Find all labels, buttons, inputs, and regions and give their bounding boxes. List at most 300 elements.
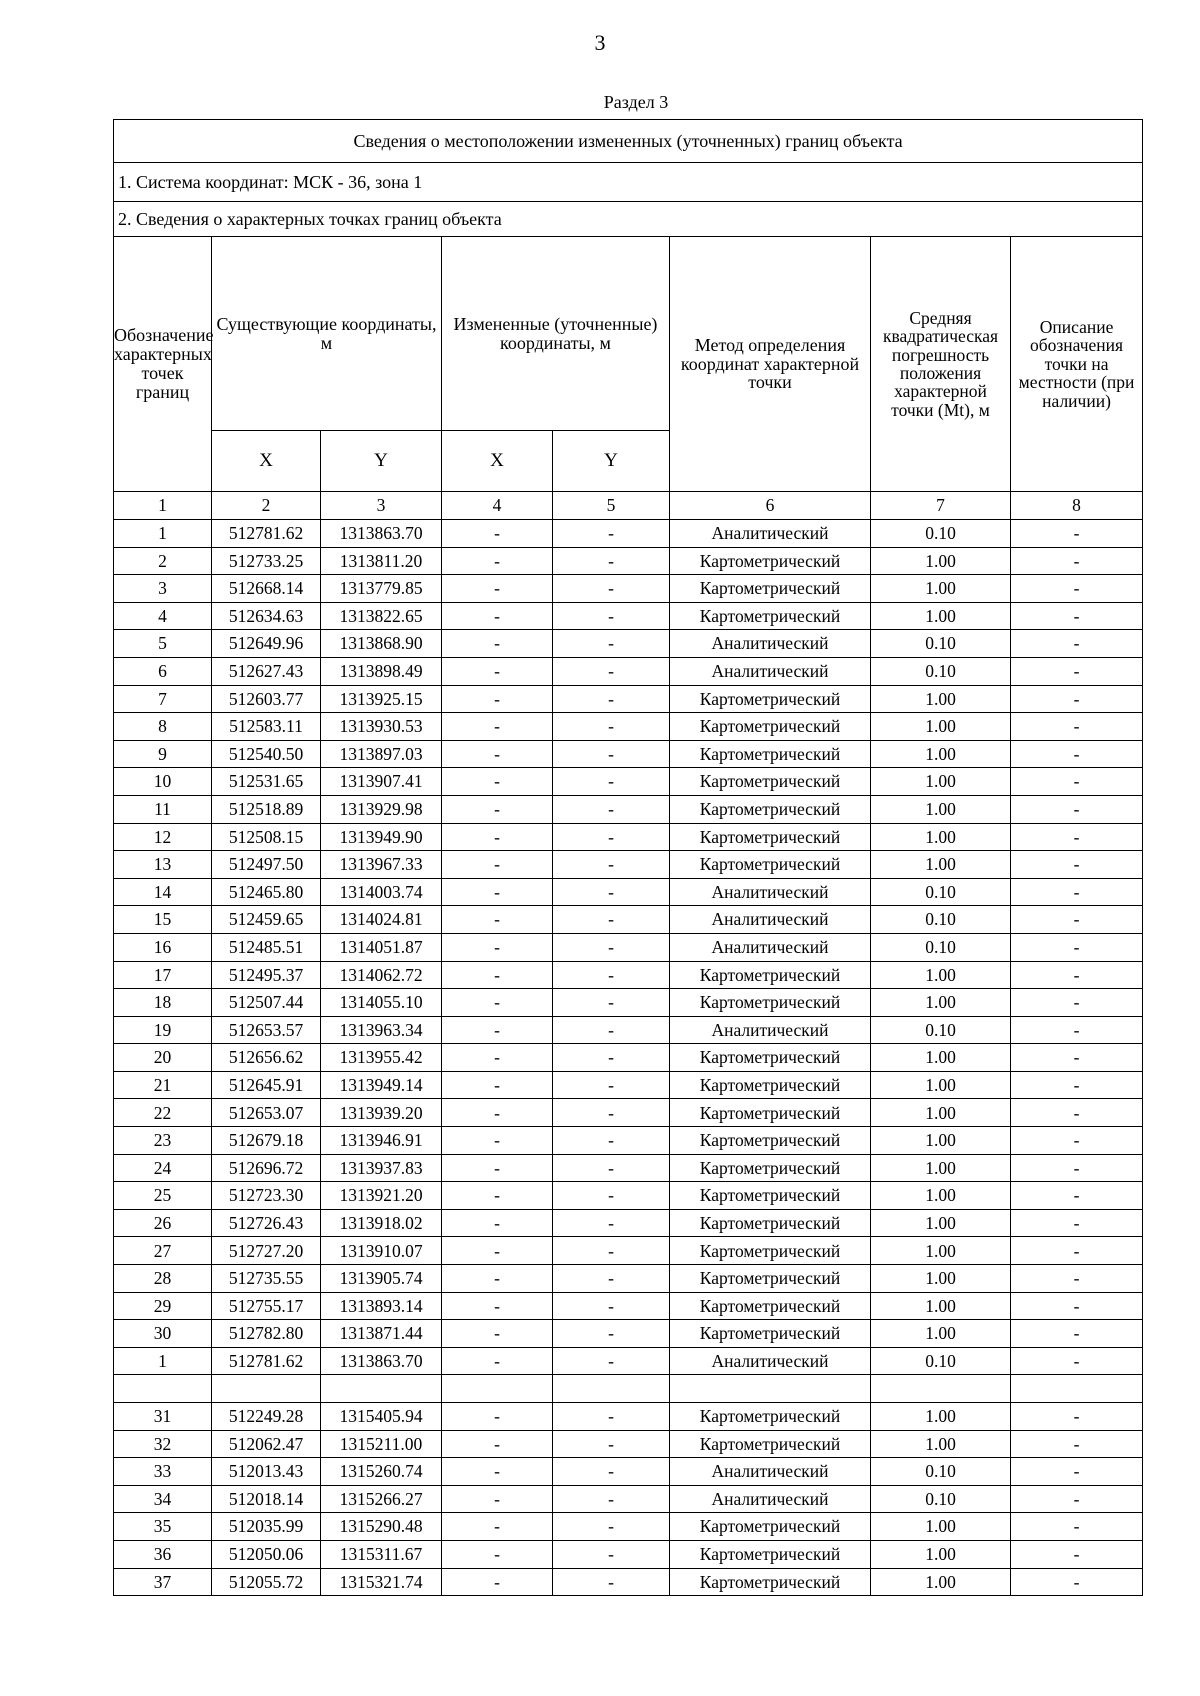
column-number: 3 <box>321 492 442 520</box>
existing-y-cell: 1314055.10 <box>321 989 442 1017</box>
changed-y-cell: - <box>553 1347 670 1375</box>
error-cell: 1.00 <box>871 1071 1011 1099</box>
changed-x-cell: - <box>442 1099 553 1127</box>
existing-x-cell: 512459.65 <box>212 906 321 934</box>
existing-y-cell: 1313921.20 <box>321 1182 442 1210</box>
description-cell: - <box>1011 602 1143 630</box>
description-cell: - <box>1011 1320 1143 1348</box>
existing-x-cell: 512050.06 <box>212 1540 321 1568</box>
existing-y-cell: 1315311.67 <box>321 1540 442 1568</box>
changed-x-cell: - <box>442 657 553 685</box>
existing-x-cell: 512508.15 <box>212 823 321 851</box>
changed-y-cell: - <box>553 989 670 1017</box>
error-cell: 1.00 <box>871 1540 1011 1568</box>
changed-x-cell: - <box>442 823 553 851</box>
existing-y-cell: 1313779.85 <box>321 575 442 603</box>
changed-y-cell: - <box>553 1430 670 1458</box>
description-cell: - <box>1011 961 1143 989</box>
changed-y-cell: - <box>553 602 670 630</box>
method-cell: Картометрический <box>670 851 871 879</box>
error-cell: 0.10 <box>871 906 1011 934</box>
changed-x-cell: - <box>442 1044 553 1072</box>
description-cell: - <box>1011 1237 1143 1265</box>
method-cell: Картометрический <box>670 1320 871 1348</box>
error-cell: 1.00 <box>871 685 1011 713</box>
existing-x-cell: 512507.44 <box>212 989 321 1017</box>
point-id-cell: 7 <box>114 685 212 713</box>
description-cell: - <box>1011 878 1143 906</box>
changed-x-cell: - <box>442 768 553 796</box>
description-cell: - <box>1011 1044 1143 1072</box>
point-id-cell: 20 <box>114 1044 212 1072</box>
method-cell: Аналитический <box>670 657 871 685</box>
changed-y-cell: - <box>553 630 670 658</box>
table-row <box>114 1458 1143 1486</box>
point-id-cell: 25 <box>114 1182 212 1210</box>
existing-x-cell: 512531.65 <box>212 768 321 796</box>
changed-x-cell: - <box>442 1540 553 1568</box>
error-cell: 1.00 <box>871 823 1011 851</box>
existing-y-cell: 1314003.74 <box>321 878 442 906</box>
changed-y-cell: - <box>553 1044 670 1072</box>
existing-y-cell: 1315290.48 <box>321 1513 442 1541</box>
point-id-cell: 37 <box>114 1568 212 1596</box>
changed-x-cell: - <box>442 1292 553 1320</box>
coord-system: 1. Система координат: МСК - 36, зона 1 <box>114 163 1143 202</box>
method-cell: Аналитический <box>670 520 871 548</box>
existing-y-cell: 1313863.70 <box>321 1347 442 1375</box>
method-cell: Картометрический <box>670 1154 871 1182</box>
method-cell: Картометрический <box>670 1430 871 1458</box>
existing-y-cell: 1313822.65 <box>321 602 442 630</box>
point-id-cell: 21 <box>114 1071 212 1099</box>
existing-y-cell: 1313925.15 <box>321 685 442 713</box>
method-cell: Аналитический <box>670 933 871 961</box>
description-cell: - <box>1011 933 1143 961</box>
error-cell: 1.00 <box>871 740 1011 768</box>
method-cell: Аналитический <box>670 1458 871 1486</box>
error-cell: 1.00 <box>871 1568 1011 1596</box>
changed-x-cell: - <box>442 1127 553 1155</box>
method-cell: Картометрический <box>670 575 871 603</box>
point-id-cell: 29 <box>114 1292 212 1320</box>
error-cell: 0.10 <box>871 1347 1011 1375</box>
table-row <box>114 1513 1143 1541</box>
changed-y-cell: - <box>553 657 670 685</box>
changed-x-cell: - <box>442 1568 553 1596</box>
existing-y-cell: 1313897.03 <box>321 740 442 768</box>
point-id-cell: 18 <box>114 989 212 1017</box>
existing-x-cell: 512603.77 <box>212 685 321 713</box>
error-cell: 1.00 <box>871 1292 1011 1320</box>
error-cell: 0.10 <box>871 657 1011 685</box>
method-cell: Картометрический <box>670 1568 871 1596</box>
description-cell: - <box>1011 630 1143 658</box>
existing-x-cell: 512035.99 <box>212 1513 321 1541</box>
changed-x-cell: - <box>442 713 553 741</box>
method-cell: Картометрический <box>670 989 871 1017</box>
method-cell: Аналитический <box>670 630 871 658</box>
description-cell: - <box>1011 989 1143 1017</box>
existing-x-cell: 512645.91 <box>212 1071 321 1099</box>
changed-y-cell: - <box>553 1265 670 1293</box>
point-id-cell: 19 <box>114 1016 212 1044</box>
existing-x-cell: 512627.43 <box>212 657 321 685</box>
method-cell: Картометрический <box>670 1182 871 1210</box>
existing-y-cell: 1314051.87 <box>321 933 442 961</box>
table-row <box>114 657 1143 685</box>
changed-x-cell: - <box>442 1403 553 1431</box>
existing-x-cell: 512696.72 <box>212 1154 321 1182</box>
existing-y-cell: 1313930.53 <box>321 713 442 741</box>
existing-y-cell: 1313893.14 <box>321 1292 442 1320</box>
method-cell: Картометрический <box>670 1071 871 1099</box>
error-cell: 1.00 <box>871 1237 1011 1265</box>
table-row <box>114 1099 1143 1127</box>
error-cell: 1.00 <box>871 575 1011 603</box>
error-cell: 1.00 <box>871 713 1011 741</box>
error-cell: 0.10 <box>871 1458 1011 1486</box>
existing-y-cell: 1313871.44 <box>321 1320 442 1348</box>
changed-y-cell: - <box>553 878 670 906</box>
table-row <box>114 547 1143 575</box>
table-row <box>114 851 1143 879</box>
description-cell: - <box>1011 713 1143 741</box>
changed-x-cell <box>442 1375 553 1403</box>
existing-x-cell: 512583.11 <box>212 713 321 741</box>
description-cell: - <box>1011 1513 1143 1541</box>
changed-y-cell: - <box>553 1485 670 1513</box>
changed-x-cell: - <box>442 989 553 1017</box>
existing-x-cell: 512249.28 <box>212 1403 321 1431</box>
changed-x-cell: - <box>442 1237 553 1265</box>
column-number: 8 <box>1011 492 1143 520</box>
existing-y-cell: 1313918.02 <box>321 1209 442 1237</box>
point-id-cell: 32 <box>114 1430 212 1458</box>
error-cell: 1.00 <box>871 1154 1011 1182</box>
description-cell: - <box>1011 547 1143 575</box>
error-cell: 1.00 <box>871 961 1011 989</box>
table-row <box>114 1347 1143 1375</box>
changed-y-cell: - <box>553 1016 670 1044</box>
changed-x-cell: - <box>442 1347 553 1375</box>
column-number: 4 <box>442 492 553 520</box>
point-id-cell: 6 <box>114 657 212 685</box>
description-cell: - <box>1011 1458 1143 1486</box>
description-cell <box>1011 1375 1143 1403</box>
changed-y-cell: - <box>553 1458 670 1486</box>
point-id-cell: 10 <box>114 768 212 796</box>
changed-y-cell: - <box>553 1403 670 1431</box>
description-cell: - <box>1011 1485 1143 1513</box>
changed-x-cell: - <box>442 1071 553 1099</box>
column-number: 2 <box>212 492 321 520</box>
column-numbers-row <box>114 492 1143 520</box>
existing-x-cell: 512653.07 <box>212 1099 321 1127</box>
table-row <box>114 795 1143 823</box>
changed-x-cell: - <box>442 575 553 603</box>
method-cell: Аналитический <box>670 878 871 906</box>
changed-y-cell: - <box>553 795 670 823</box>
existing-x-cell: 512497.50 <box>212 851 321 879</box>
table-row <box>114 1568 1143 1596</box>
table-row <box>114 1182 1143 1210</box>
changed-y-cell: - <box>553 906 670 934</box>
description-cell: - <box>1011 1099 1143 1127</box>
changed-x-cell: - <box>442 1430 553 1458</box>
method-cell: Картометрический <box>670 1292 871 1320</box>
description-cell: - <box>1011 1016 1143 1044</box>
table-row <box>114 685 1143 713</box>
existing-y-cell: 1314062.72 <box>321 961 442 989</box>
changed-y-cell <box>553 1375 670 1403</box>
description-cell: - <box>1011 768 1143 796</box>
table-row <box>114 630 1143 658</box>
changed-y-cell: - <box>553 1292 670 1320</box>
method-cell: Аналитический <box>670 906 871 934</box>
existing-y-cell: 1315260.74 <box>321 1458 442 1486</box>
existing-x-cell: 512781.62 <box>212 520 321 548</box>
method-cell: Картометрический <box>670 685 871 713</box>
point-id-cell: 15 <box>114 906 212 934</box>
header-error: Средняя квадратическая погрешность положения характерной точки (Mt), м <box>871 237 1011 492</box>
method-cell: Картометрический <box>670 1513 871 1541</box>
existing-y-cell: 1313811.20 <box>321 547 442 575</box>
point-id-cell: 11 <box>114 795 212 823</box>
error-cell: 1.00 <box>871 1182 1011 1210</box>
existing-y-cell: 1314024.81 <box>321 906 442 934</box>
method-cell: Аналитический <box>670 1485 871 1513</box>
existing-y-cell: 1313907.41 <box>321 768 442 796</box>
changed-y-cell: - <box>553 1154 670 1182</box>
table-row <box>114 1320 1143 1348</box>
changed-x-cell: - <box>442 906 553 934</box>
existing-y-cell: 1315266.27 <box>321 1485 442 1513</box>
method-cell: Картометрический <box>670 795 871 823</box>
existing-y-cell: 1313929.98 <box>321 795 442 823</box>
existing-y-cell: 1315211.00 <box>321 1430 442 1458</box>
header-designation: Обозначение характерных точек границ <box>114 237 212 492</box>
point-id-cell: 34 <box>114 1485 212 1513</box>
error-cell: 1.00 <box>871 1320 1011 1348</box>
point-id-cell: 36 <box>114 1540 212 1568</box>
description-cell: - <box>1011 906 1143 934</box>
point-id-cell: 5 <box>114 630 212 658</box>
changed-x-cell: - <box>442 1265 553 1293</box>
existing-x-cell: 512055.72 <box>212 1568 321 1596</box>
method-cell: Картометрический <box>670 547 871 575</box>
description-cell: - <box>1011 520 1143 548</box>
existing-x-cell: 512634.63 <box>212 602 321 630</box>
header-changed-y: Y <box>553 431 670 492</box>
table-row <box>114 1127 1143 1155</box>
point-id-cell: 31 <box>114 1403 212 1431</box>
point-id-cell: 26 <box>114 1209 212 1237</box>
existing-x-cell: 512649.96 <box>212 630 321 658</box>
table-row <box>114 906 1143 934</box>
point-id-cell: 27 <box>114 1237 212 1265</box>
description-cell: - <box>1011 1568 1143 1596</box>
point-id-cell: 30 <box>114 1320 212 1348</box>
point-id-cell: 33 <box>114 1458 212 1486</box>
point-id-cell: 1 <box>114 520 212 548</box>
description-cell: - <box>1011 1347 1143 1375</box>
existing-y-cell: 1313937.83 <box>321 1154 442 1182</box>
existing-x-cell: 512465.80 <box>212 878 321 906</box>
existing-y-cell: 1315321.74 <box>321 1568 442 1596</box>
existing-x-cell: 512781.62 <box>212 1347 321 1375</box>
existing-y-cell: 1313949.14 <box>321 1071 442 1099</box>
changed-y-cell: - <box>553 823 670 851</box>
existing-x-cell: 512495.37 <box>212 961 321 989</box>
method-cell: Картометрический <box>670 768 871 796</box>
description-cell: - <box>1011 823 1143 851</box>
existing-y-cell: 1313963.34 <box>321 1016 442 1044</box>
table-body <box>114 520 1143 1596</box>
point-id-cell: 3 <box>114 575 212 603</box>
method-cell <box>670 1375 871 1403</box>
changed-x-cell: - <box>442 961 553 989</box>
point-id-cell: 22 <box>114 1099 212 1127</box>
method-cell: Картометрический <box>670 1127 871 1155</box>
existing-x-cell: 512656.62 <box>212 1044 321 1072</box>
existing-x-cell: 512733.25 <box>212 547 321 575</box>
description-cell: - <box>1011 657 1143 685</box>
point-id-cell: 28 <box>114 1265 212 1293</box>
header-description: Описание обозначения точки на местности (при наличии) <box>1011 237 1143 492</box>
table-row <box>114 1485 1143 1513</box>
header-existing-y: Y <box>321 431 442 492</box>
existing-x-cell: 512755.17 <box>212 1292 321 1320</box>
column-number: 1 <box>114 492 212 520</box>
changed-y-cell: - <box>553 768 670 796</box>
changed-x-cell: - <box>442 795 553 823</box>
description-cell: - <box>1011 685 1143 713</box>
existing-y-cell: 1313955.42 <box>321 1044 442 1072</box>
error-cell: 1.00 <box>871 1265 1011 1293</box>
changed-y-cell: - <box>553 933 670 961</box>
method-cell: Картометрический <box>670 1540 871 1568</box>
error-cell: 0.10 <box>871 520 1011 548</box>
description-cell: - <box>1011 1127 1143 1155</box>
existing-x-cell: 512518.89 <box>212 795 321 823</box>
changed-y-cell: - <box>553 547 670 575</box>
description-cell: - <box>1011 1182 1143 1210</box>
description-cell: - <box>1011 1540 1143 1568</box>
changed-x-cell: - <box>442 851 553 879</box>
existing-y-cell: 1313949.90 <box>321 823 442 851</box>
existing-x-cell: 512727.20 <box>212 1237 321 1265</box>
changed-y-cell: - <box>553 1540 670 1568</box>
table-row <box>114 713 1143 741</box>
table-row <box>114 1375 1143 1403</box>
table-row <box>114 1071 1143 1099</box>
changed-y-cell: - <box>553 1182 670 1210</box>
table-row <box>114 1403 1143 1431</box>
table-row <box>114 961 1143 989</box>
description-cell: - <box>1011 740 1143 768</box>
existing-x-cell: 512013.43 <box>212 1458 321 1486</box>
error-cell: 1.00 <box>871 768 1011 796</box>
error-cell: 1.00 <box>871 795 1011 823</box>
table-row <box>114 520 1143 548</box>
existing-y-cell: 1313863.70 <box>321 520 442 548</box>
points-info: 2. Сведения о характерных точках границ объекта <box>114 202 1143 237</box>
method-cell: Аналитический <box>670 1016 871 1044</box>
existing-y-cell: 1313939.20 <box>321 1099 442 1127</box>
table-title: Сведения о местоположении измененных (уточненных) границ объекта <box>114 120 1143 163</box>
point-id-cell: 24 <box>114 1154 212 1182</box>
changed-y-cell: - <box>553 1209 670 1237</box>
error-cell: 0.10 <box>871 630 1011 658</box>
existing-y-cell <box>321 1375 442 1403</box>
method-cell: Картометрический <box>670 1265 871 1293</box>
point-id-cell: 8 <box>114 713 212 741</box>
boundary-points-table <box>113 119 1143 1596</box>
existing-y-cell: 1313946.91 <box>321 1127 442 1155</box>
column-number: 7 <box>871 492 1011 520</box>
error-cell: 0.10 <box>871 1016 1011 1044</box>
error-cell: 1.00 <box>871 851 1011 879</box>
column-number: 5 <box>553 492 670 520</box>
changed-x-cell: - <box>442 630 553 658</box>
existing-y-cell: 1313898.49 <box>321 657 442 685</box>
changed-x-cell: - <box>442 602 553 630</box>
existing-x-cell: 512723.30 <box>212 1182 321 1210</box>
method-cell: Картометрический <box>670 823 871 851</box>
table-row <box>114 768 1143 796</box>
changed-x-cell: - <box>442 933 553 961</box>
description-cell: - <box>1011 1292 1143 1320</box>
table-row <box>114 878 1143 906</box>
point-id-cell <box>114 1375 212 1403</box>
changed-y-cell: - <box>553 1320 670 1348</box>
description-cell: - <box>1011 851 1143 879</box>
existing-x-cell: 512679.18 <box>212 1127 321 1155</box>
changed-x-cell: - <box>442 520 553 548</box>
changed-x-cell: - <box>442 878 553 906</box>
existing-x-cell: 512540.50 <box>212 740 321 768</box>
method-cell: Картометрический <box>670 713 871 741</box>
changed-y-cell: - <box>553 1099 670 1127</box>
changed-y-cell: - <box>553 685 670 713</box>
point-id-cell: 17 <box>114 961 212 989</box>
changed-y-cell: - <box>553 1127 670 1155</box>
existing-x-cell: 512668.14 <box>212 575 321 603</box>
existing-x-cell: 512726.43 <box>212 1209 321 1237</box>
description-cell: - <box>1011 1154 1143 1182</box>
header-changed-x: X <box>442 431 553 492</box>
changed-y-cell: - <box>553 713 670 741</box>
existing-x-cell: 512485.51 <box>212 933 321 961</box>
error-cell: 0.10 <box>871 1485 1011 1513</box>
header-changed: Измененные (уточненные) координаты, м <box>442 237 670 431</box>
changed-y-cell: - <box>553 575 670 603</box>
error-cell <box>871 1375 1011 1403</box>
table-row <box>114 1265 1143 1293</box>
changed-x-cell: - <box>442 1209 553 1237</box>
existing-x-cell: 512735.55 <box>212 1265 321 1293</box>
table-row <box>114 575 1143 603</box>
point-id-cell: 9 <box>114 740 212 768</box>
method-cell: Картометрический <box>670 1099 871 1127</box>
description-cell: - <box>1011 1071 1143 1099</box>
page-number: 3 <box>594 30 606 55</box>
table-row <box>114 1154 1143 1182</box>
table-row <box>114 1209 1143 1237</box>
error-cell: 1.00 <box>871 602 1011 630</box>
error-cell: 1.00 <box>871 1127 1011 1155</box>
